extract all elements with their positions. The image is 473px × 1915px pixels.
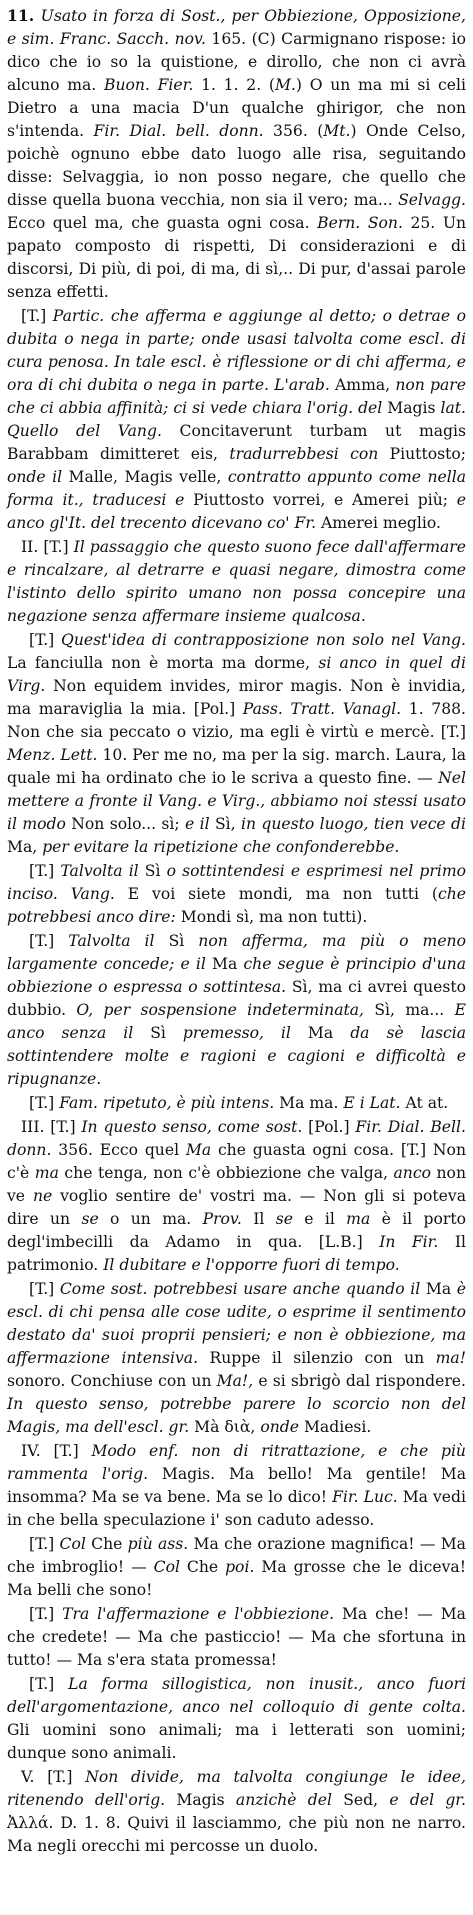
paragraph-pV <box>7 1766 466 1858</box>
text-segment: Pass. Tratt. Vanagl. <box>242 700 402 718</box>
text-segment: e anco gl'It. del trecento dicevano co' Fr. <box>7 491 466 532</box>
text-segment: Buon. Fier. <box>103 76 194 94</box>
text-segment: premesso, il <box>182 1024 291 1042</box>
text-segment: [Pol.] <box>302 1118 356 1136</box>
text-segment: [T.] <box>29 1675 69 1693</box>
text-segment: se <box>275 1210 293 1228</box>
text-segment: 25. Un papato composto di rispetti, Di considerazioni e di discorsi, Di più, di poi, di ma, di sì,.. Di pur, d'assai parole senza effetti. <box>7 214 467 301</box>
text-segment: Non solo... sì; <box>65 815 186 833</box>
text-segment: anco <box>393 1164 431 1182</box>
text-segment: Talvolta il <box>68 932 155 950</box>
text-segment: M. <box>274 76 296 94</box>
text-segment: Col <box>153 1558 180 1576</box>
text-segment: Madiesi. <box>299 1418 372 1436</box>
text-segment: Partic. che afferma e aggiunge al detto; o detrae o dubita o nega in parte; onde usasi talvolta come escl. di cura penosa. In tale escl. è riflessione or di chi afferma, e ora di chi dubita o nega in parte. L'arab. <box>7 307 466 394</box>
text-segment: per evitare la ripetizione che confonderebbe. <box>42 838 400 856</box>
text-segment: Sed, <box>331 1791 390 1809</box>
text-segment: non ve <box>7 1164 466 1205</box>
text-segment: non afferma, ma più o meno largamente concede; e il <box>7 932 466 973</box>
text-segment: Mt. <box>323 122 351 140</box>
text-segment: [T.] <box>29 1605 63 1623</box>
text-segment: che guasta ogni cosa. [T.] Non c'è <box>7 1141 466 1182</box>
text-segment: Che <box>179 1558 226 1576</box>
text-segment: Sì <box>154 932 199 950</box>
text-segment: Tra l'affermazione e l'obbiezione. <box>62 1605 335 1623</box>
text-segment: O, per sospensione indeterminata, <box>76 1001 365 1019</box>
text-segment: [T.] <box>29 932 69 950</box>
text-segment: Concitaverunt turbam ut magis Barabbam dimitteret eis, <box>7 422 466 463</box>
paragraph-pT5 <box>7 1092 466 1115</box>
text-segment: Ma che! — Ma che credete! — Ma che pasticcio! — Ma che sfortuna in tutto! — Ma s'era stata promessa! <box>7 1605 466 1669</box>
text-segment: At at. <box>400 1094 449 1112</box>
text-segment: Il passaggio che questo suono fece dall'affermare e rincalzare, al detrarre e quasi negare, dimostra come l'istinto dello spirito umano non possa concepire una negazione senza affermare insieme qualcosa. <box>7 538 466 625</box>
paragraph-pIII <box>7 1116 466 1277</box>
text-segment: IV. [T.] <box>21 1442 92 1460</box>
text-segment: Usato in forza di Sost., per Obbiezione, Opposizione, e sim. Franc. Sacch. nov. <box>7 7 466 48</box>
text-segment: Sì, ma ci avrei questo dubbio. <box>7 978 467 1019</box>
text-segment: da sè lascia sottintendere molte e ragioni e cagioni e difficoltà e ripugnanze. <box>7 1024 466 1088</box>
paragraph-pT6 <box>7 1278 466 1439</box>
text-segment: E voi siete mondi, ma non tutti ( <box>114 885 438 903</box>
text-segment: Ruppe il silenzio con un <box>198 1349 436 1367</box>
text-segment: Bern. Son. <box>317 214 403 232</box>
text-segment: 165. (C) Carmignano rispose: io dico che io so la quistione, e dirollo, che non ci avrà alcuno ma. <box>7 30 466 94</box>
text-segment: Menz. Lett. <box>7 746 98 764</box>
text-segment: II. [T.] <box>21 538 74 556</box>
text-segment: [T.] <box>29 1280 60 1298</box>
text-segment: III. [T.] <box>21 1118 82 1136</box>
text-segment: Ma <box>420 1280 457 1298</box>
text-segment: V. [T.] <box>21 1768 86 1786</box>
text-segment: Piuttosto; <box>378 445 467 463</box>
text-segment: Magis. Ma bello! Ma gentile! Ma insomma? Ma se va bene. Ma se lo dico! <box>7 1465 466 1506</box>
text-segment: E anco senza il <box>7 1001 466 1042</box>
text-segment: [T.] <box>21 307 53 325</box>
text-segment: La fanciulla non è morta ma dorme, <box>7 654 319 672</box>
text-segment: Ma!, <box>216 1372 254 1390</box>
text-segment: Ἀλλά. D. 1. 8. Quivi il lasciammo, che più non ne narro. Ma negli orecchi mi percosse un duolo. <box>7 1814 466 1855</box>
text-segment: se <box>81 1210 99 1228</box>
text-segment: In questo senso, come sost. <box>81 1118 303 1136</box>
text-segment: 356. ( <box>263 122 324 140</box>
text-segment: [T.] <box>29 862 61 880</box>
text-segment: Il patrimonio. <box>7 1233 466 1274</box>
dictionary-entry-ma <box>7 4 466 1858</box>
text-segment: o sottintendesi e esprimesi nel primo inciso. Vang. <box>7 862 467 903</box>
text-segment: Ecco quel ma, che guasta ogni cosa. <box>7 214 318 232</box>
text-segment: Prov. <box>202 1210 242 1228</box>
text-segment: 356. Ecco quel <box>51 1141 186 1159</box>
text-segment: Modo enf. non di ritrattazione, e che più rammenta l'orig. <box>7 1442 466 1483</box>
text-segment: si anco in quel di Virg. <box>7 654 466 695</box>
text-segment: ne <box>32 1187 53 1205</box>
text-segment: e il <box>292 1210 347 1228</box>
text-segment: è escl. di chi pensa alle cose udite, o esprime il sentimento destato da' suoi proprii pensieri; e non è obbiezione, ma affermazione intensiva. <box>7 1280 466 1367</box>
text-segment: ) Onde Celso, poichè ognuno ebbe dato luogo alle risa, seguitando disse: Selvaggia, io non posso negare, che quello che disse quella buona vecchia, non sia il vero; ma... <box>7 122 466 209</box>
text-segment: Talvolta il <box>60 862 139 880</box>
text-segment: Ma grosse che le diceva! Ma belli che sono! <box>7 1558 466 1599</box>
text-segment: Che <box>85 1535 128 1553</box>
text-segment: In Fir. <box>379 1233 439 1251</box>
text-segment: Fir. Luc. <box>332 1488 398 1506</box>
text-segment: Il <box>241 1210 276 1228</box>
text-segment: che potrebbesi anco dire: <box>7 885 466 926</box>
text-segment: [T.] <box>29 1535 60 1553</box>
text-segment: Il dubitare e l'opporre fuori di tempo. <box>103 1256 400 1274</box>
text-segment: Sì, <box>209 815 241 833</box>
text-segment: Fir. Dial. Bell. donn. <box>7 1118 466 1159</box>
text-segment: 10. Per me no, ma per la sig. march. Laura, la quale mi ha ordinato che io le scriva a questo fine. — <box>7 746 466 787</box>
text-segment: Amma, <box>329 376 396 394</box>
paragraph-pT8 <box>7 1603 466 1672</box>
text-segment: ma <box>346 1210 371 1228</box>
text-segment: Sì <box>133 1024 183 1042</box>
text-segment: ma <box>34 1164 59 1182</box>
text-segment: Come sost. potrebbesi usare anche quando il <box>59 1280 421 1298</box>
text-segment: Amerei meglio. <box>316 514 441 532</box>
text-segment: non pare che ci abbia affinità; ci si vede chiara l'orig. del <box>7 376 466 417</box>
text-segment: Selvagg. <box>398 191 466 209</box>
text-segment: sonoro. Conchiuse con un <box>7 1372 217 1390</box>
text-segment: onde il <box>7 468 63 486</box>
paragraph-pT2 <box>7 629 466 859</box>
paragraph-pT9 <box>7 1673 466 1765</box>
text-segment: Non equidem invides, miror magis. Non è invidia, ma maraviglia la mia. [Pol.] <box>7 677 466 718</box>
text-segment: Col <box>59 1535 86 1553</box>
text-segment: Piuttosto vorrei, e Amerei più; <box>184 491 457 509</box>
text-segment: Mà διὰ, <box>189 1418 261 1436</box>
text-segment: 11. <box>7 6 41 25</box>
text-segment: ma! <box>435 1349 466 1367</box>
text-segment: e il <box>185 815 210 833</box>
text-segment: Ma ma. <box>274 1094 344 1112</box>
text-segment: Fam. ripetuto, è più intens. <box>59 1094 275 1112</box>
paragraph-pT1 <box>7 305 466 535</box>
text-segment: Malle, Magis velle, <box>62 468 228 486</box>
paragraph-p11 <box>7 4 466 304</box>
text-segment: che tenga, non c'è obbiezione che valga, <box>58 1164 394 1182</box>
text-segment: Ma <box>185 1141 212 1159</box>
text-segment: onde <box>260 1418 299 1436</box>
text-segment: In questo senso, potrebbe parere lo scorcio non del Magis, ma dell'escl. gr. <box>7 1395 466 1436</box>
text-segment: ) O un ma mi si celi Dietro a una macia D'un qualche ghirigor, che non s'intenda. <box>7 76 466 140</box>
text-segment: in questo luogo, tien vece di <box>240 815 466 833</box>
text-segment: o un ma. <box>98 1210 203 1228</box>
text-segment: Nel mettere a fronte il Vang. e Virg., abbiamo noi stessi usato il modo <box>7 769 466 833</box>
text-segment: Sì, ma... <box>364 1001 455 1019</box>
text-segment: Ma che orazione magnifica! — Ma che imbroglio! — <box>7 1535 466 1576</box>
text-segment: [T.] <box>29 631 62 649</box>
text-segment: Quest'idea di contrapposizione non solo nel Vang. <box>61 631 466 649</box>
text-segment: 1. 788. Non che sia peccato o vizio, ma egli è virtù e mercè. [T.] <box>7 700 466 741</box>
text-segment: Non divide, ma talvolta congiunge le idee, ritenendo dell'orig. <box>7 1768 466 1809</box>
text-segment: è il porto degl'imbecilli da Adamo in qua. [L.B.] <box>7 1210 466 1251</box>
text-segment: [T.] <box>29 1094 60 1112</box>
text-segment: La forma sillogistica, non inusit., anco fuori dell'argomentazione, anco nel colloquio di gente colta. <box>7 1675 466 1716</box>
text-segment: contratto appunto come nella forma it., traducesi e <box>7 468 467 509</box>
paragraph-pT7 <box>7 1533 466 1602</box>
text-segment: e del gr. <box>389 1791 467 1809</box>
text-segment: e si sbrigò dal rispondere. <box>253 1372 466 1390</box>
text-segment: Ma vedi in che bella speculazione i' son caduto adesso. <box>7 1488 466 1529</box>
text-segment: Magis <box>382 399 441 417</box>
text-segment: 1. 1. 2. ( <box>193 76 275 94</box>
text-segment: Ma, <box>7 838 43 856</box>
text-segment: tradurrebbesi con <box>229 445 379 463</box>
text-segment: più ass. <box>127 1535 189 1553</box>
text-segment: Gli uomini sono animali; ma i letterati son uomini; dunque sono animali. <box>7 1721 466 1762</box>
text-segment: Fir. Dial. bell. donn. <box>93 122 264 140</box>
text-segment: Mondi sì, ma non tutti). <box>175 908 368 926</box>
paragraph-pIV <box>7 1440 466 1532</box>
text-segment: E i Lat. <box>343 1094 401 1112</box>
text-segment: Ma <box>205 955 244 973</box>
text-segment: voglio sentire de' vostri ma. — Non gli si poteva dire un <box>7 1187 466 1228</box>
text-segment: lat. Quello del Vang. <box>7 399 466 440</box>
text-segment: anzichè del <box>235 1791 332 1809</box>
text-segment: Magis <box>165 1791 236 1809</box>
paragraph-pT3 <box>7 860 466 929</box>
paragraph-pT4 <box>7 930 466 1091</box>
text-segment: poi. <box>225 1558 255 1576</box>
text-segment: Ma <box>290 1024 351 1042</box>
text-segment: che segue è principio d'una obbiezione o espressa o sottintesa. <box>7 955 466 996</box>
paragraph-pII <box>7 536 466 628</box>
text-segment: Sì <box>138 862 167 880</box>
